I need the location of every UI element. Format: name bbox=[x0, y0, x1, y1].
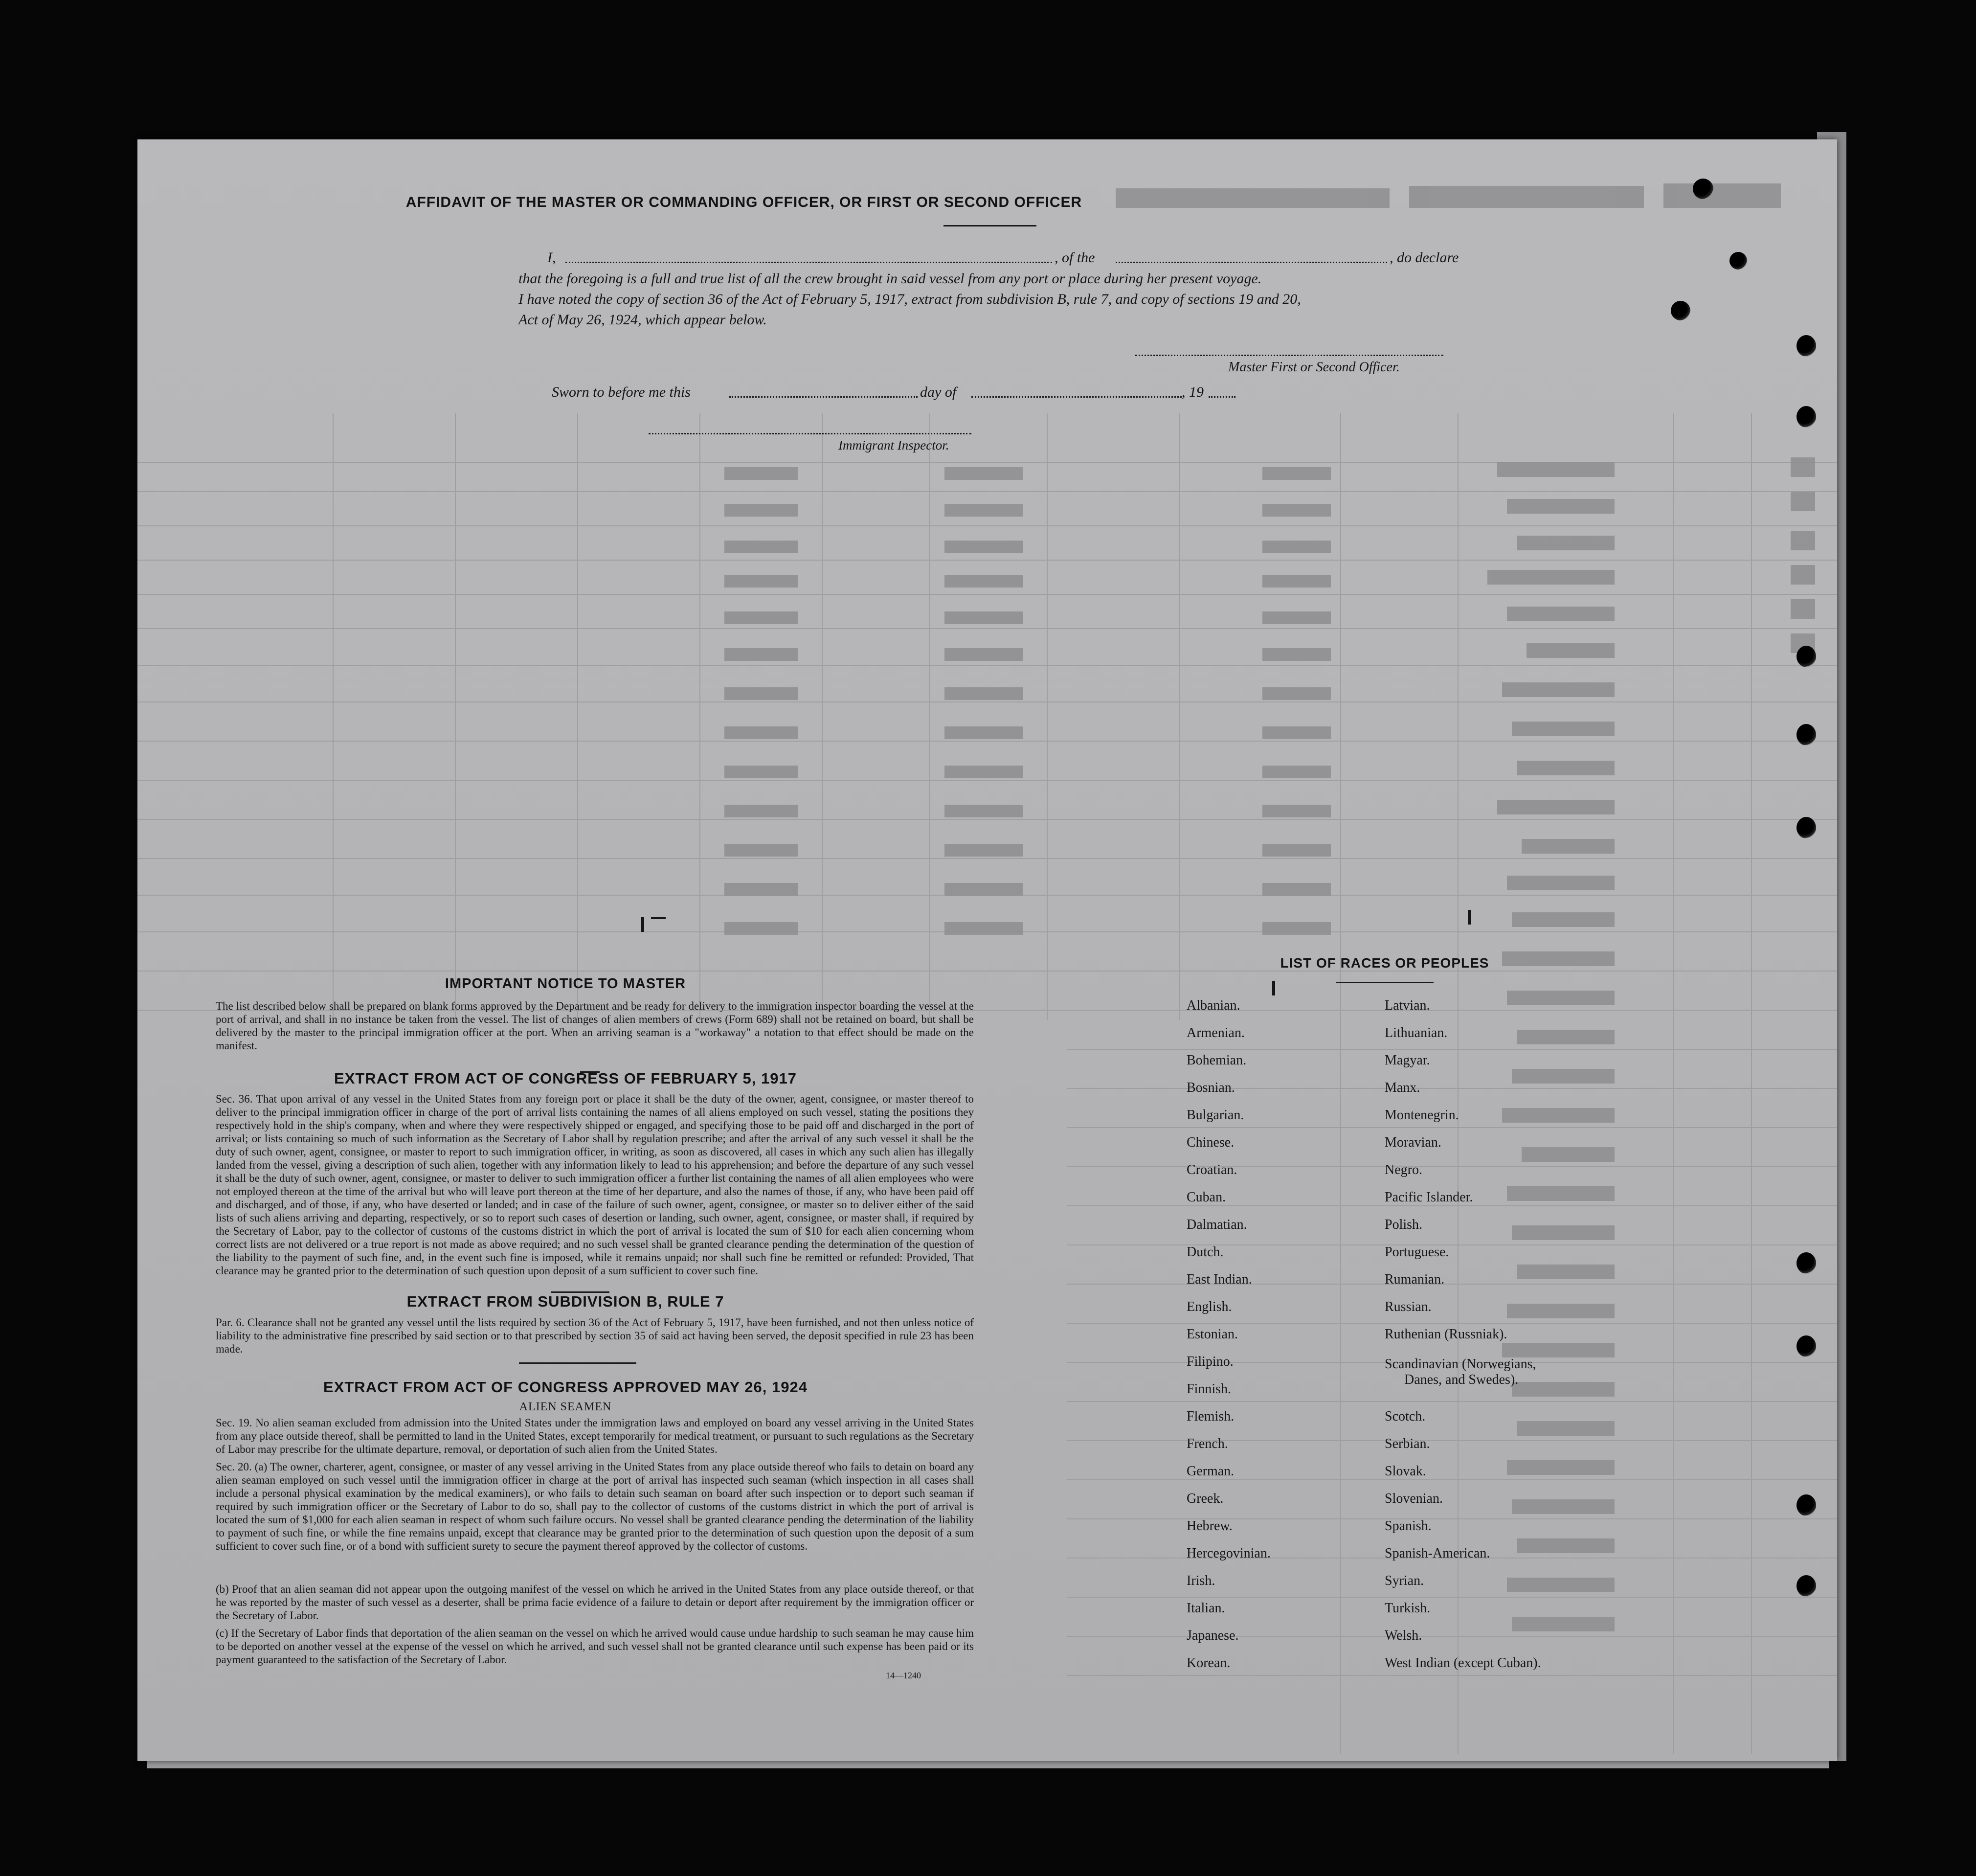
race-item: Montenegrin. bbox=[1385, 1108, 1459, 1123]
sworn-label: Sworn to before me this bbox=[552, 384, 691, 400]
race-item: Ruthenian (Russniak). bbox=[1385, 1327, 1507, 1342]
punch-hole bbox=[1796, 1575, 1816, 1597]
race-item: Slovenian. bbox=[1385, 1491, 1443, 1506]
punch-hole bbox=[1796, 1335, 1816, 1357]
punch-hole bbox=[1796, 724, 1816, 746]
day-of-label: day of bbox=[920, 384, 957, 400]
inspector-label: Immigrant Inspector. bbox=[838, 438, 949, 452]
race-item: German. bbox=[1187, 1464, 1235, 1479]
name-blank[interactable] bbox=[565, 262, 1052, 263]
affidavit-line3: I have noted the copy of section 36 of the Act of February 5, 1917, extract from subdivision B, rule 7, and copy of sections 19 and 20, bbox=[518, 291, 1301, 307]
rule7-text: Par. 6. Clearance shall not be granted any vessel until the lists required by section 36 of the Act of February 5, 1917, have been furnished, and not then unless notice of liability to the administrative fine prescribed by said section or to that prescribed by section 35 of said act having been served, the deposit specified in rule 23 has been made. bbox=[216, 1316, 974, 1355]
punch-hole bbox=[1796, 1252, 1816, 1274]
affidavit-line4: Act of May 26, 1924, which appear below. bbox=[518, 312, 767, 328]
race-item: Lithuanian. bbox=[1385, 1025, 1448, 1040]
race-item: Russian. bbox=[1385, 1299, 1432, 1314]
extract-1924-title: EXTRACT FROM ACT OF CONGRESS APPROVED MAY 26, 1924 bbox=[323, 1379, 808, 1396]
race-item: Polish. bbox=[1385, 1217, 1423, 1232]
race-item: Moravian. bbox=[1385, 1135, 1441, 1150]
punch-hole bbox=[1796, 406, 1816, 428]
race-item: Spanish-American. bbox=[1385, 1546, 1490, 1561]
races-title: LIST OF RACES OR PEOPLES bbox=[1280, 955, 1489, 971]
race-item: Japanese. bbox=[1187, 1628, 1239, 1643]
race-item: Italian. bbox=[1187, 1601, 1225, 1616]
race-item: Slovak. bbox=[1385, 1464, 1426, 1479]
inspector-signature-blank[interactable] bbox=[649, 433, 971, 434]
master-signature-blank[interactable] bbox=[1135, 355, 1443, 356]
races-rule bbox=[1336, 982, 1434, 983]
race-item: Serbian. bbox=[1385, 1436, 1430, 1451]
punch-hole bbox=[1729, 252, 1747, 270]
race-item: Bosnian. bbox=[1187, 1080, 1235, 1095]
race-item: Flemish. bbox=[1187, 1409, 1235, 1424]
affidavit-i: I, bbox=[547, 249, 556, 266]
race-item: French. bbox=[1187, 1436, 1228, 1451]
punch-hole bbox=[1796, 1494, 1816, 1516]
race-item: Portuguese. bbox=[1385, 1244, 1449, 1260]
sec19-text: Sec. 19. No alien seaman excluded from admission into the United States under the immigration laws and employed on board any vessel arriving in the United States from any place outside thereof, shall be permitted to land in the United States, except temporarily for medical treatment, or pursuant to such regulations as the Secretary of Labor may prescribe for the ultimate departure, removal, or deportation of such alien from the United States. bbox=[216, 1417, 974, 1455]
affidavit-title: AFFIDAVIT OF THE MASTER OR COMMANDING OFFICER, OR FIRST OR SECOND OFFICER bbox=[405, 194, 1082, 210]
race-item: Albanian. bbox=[1187, 998, 1240, 1013]
race-item: Hebrew. bbox=[1187, 1518, 1233, 1534]
race-item: Pacific Islander. bbox=[1385, 1190, 1473, 1205]
race-item: Manx. bbox=[1385, 1080, 1420, 1095]
race-item: Magyar. bbox=[1385, 1053, 1430, 1068]
divider bbox=[519, 1362, 636, 1364]
race-item: Armenian. bbox=[1187, 1025, 1245, 1040]
race-item: East Indian. bbox=[1187, 1272, 1252, 1287]
sec20c-text: (c) If the Secretary of Labor finds that deportation of the alien seaman on the vessel on which he arrived would cause undue hardship to such seaman he may cause him to be deported on another vessel at the expense of the vessel on which he arrived, and such vessel shall not be granted clearance until such expense has been paid or its payment guaranteed to the satisfaction of the Secretary of Labor. bbox=[216, 1627, 974, 1666]
race-item: Finnish. bbox=[1187, 1381, 1232, 1397]
race-item: Spanish. bbox=[1385, 1518, 1432, 1534]
race-item: English. bbox=[1187, 1299, 1232, 1314]
race-item: Bulgarian. bbox=[1187, 1108, 1244, 1123]
race-item: Korean. bbox=[1187, 1655, 1231, 1671]
race-item: Chinese. bbox=[1187, 1135, 1235, 1150]
race-item: Welsh. bbox=[1385, 1628, 1422, 1643]
race-item: Croatian. bbox=[1187, 1162, 1237, 1177]
alien-seamen-subtitle: ALIEN SEAMEN bbox=[519, 1401, 612, 1413]
punch-hole bbox=[1796, 817, 1816, 838]
race-item: Negro. bbox=[1385, 1162, 1422, 1177]
punch-hole bbox=[1796, 646, 1816, 667]
punch-hole bbox=[1671, 301, 1690, 320]
race-item: Syrian. bbox=[1385, 1573, 1424, 1588]
race-item-continuation: Danes, and Swedes). bbox=[1404, 1372, 1519, 1387]
vessel-blank[interactable] bbox=[1116, 262, 1387, 263]
extract-1917-text: Sec. 36. That upon arrival of any vessel in the United States from any foreign port or place it shall be the duty of the owner, agent, consignee, or master thereof to deliver to the principal immigration officer in charge of the port of arrival lists containing the names of all aliens employed on such vessel, stating the positions they respectively hold in the ship's company, when and where they were respectively shipped or engaged, and specifying those to be paid off and discharged in the port of arrival; or lists containing so much of such information as the Secretary of Labor shall by regulation prescribe; and after the arrival of any such vessel it shall be the duty of such owner, agent, consignee, or master to report to such immigration officer, in writing, as soon as discovered, all cases in which any such alien has illegally landed from the vessel, giving a description of such alien, together with any information likely to lead to his apprehension; and before the departure of any such vessel it shall be the duty of such owner, agent, consignee, or master to deliver to such immigration officer a further list containing the names of all alien employees who were not employed thereon at the time of the arrival but who will leave port thereon at the time of her departure, and also the names of those, if any, who have been paid off and discharged, and of those, if any, who have deserted or landed; and in case of the failure of such owner, agent, consignee, or master so to deliver either of the said lists of such aliens arriving and departing, respectively, or so to report such cases of desertion or landing, such owner, agent, consignee, or master shall, if required by the Secretary of Labor, pay to the collector of customs of the customs district in which the port of arrival is located the sum of $10 for each alien concerning whom correct lists are not delivered or a true report is not made as above required; and no such vessel shall be granted clearance pending the determination of the question of the liability to the payment of such fine, and, in the event such fine is imposed, while it remains unpaid; nor shall such fine be remitted or refunded: Provided, That clearance may be granted prior to the determination of such question upon deposit of a sum sufficient to cover such fine. bbox=[216, 1093, 974, 1277]
sec20b-text: (b) Proof that an alien seaman did not appear upon the outgoing manifest of the vessel on which he arrived in the United States from any place outside thereof, or that he was reported by the master of such vessel as a deserter, shall be prima facie evidence of a failure to detain or deport after requirement by the immigration officer or the Secretary of Labor. bbox=[216, 1583, 974, 1622]
race-item: Estonian. bbox=[1187, 1327, 1238, 1342]
race-item: Filipino. bbox=[1187, 1354, 1234, 1369]
affidavit-of-the: , of the bbox=[1055, 249, 1095, 266]
sworn-day-blank[interactable] bbox=[729, 396, 918, 398]
race-item: Dalmatian. bbox=[1187, 1217, 1247, 1232]
race-item: Hercegovinian. bbox=[1187, 1546, 1271, 1561]
race-item: Rumanian. bbox=[1385, 1272, 1445, 1287]
extract-1917-title: EXTRACT FROM ACT OF CONGRESS OF FEBRUARY 5, 1917 bbox=[334, 1070, 797, 1087]
punch-hole bbox=[1796, 335, 1816, 357]
race-item: Scotch. bbox=[1385, 1409, 1426, 1424]
sec20a-text: Sec. 20. (a) The owner, charterer, agent, consignee, or master of any vessel arriving in the United States from any place outside thereof who fails to detain on board any alien seaman employed on such vessel until the immigration officer in charge at the port of arrival has inspected such seaman (which inspection in all cases shall include a personal physical examination by the medical examiners), or who fails to detain such seaman on board after such inspection or to deport such seaman if required by such immigration officer or the Secretary of Labor to do so, shall pay to the collector of customs of the customs district in which the port of arrival is located the sum of $1,000 for each alien seaman in respect of whom such failure occurs. No vessel shall be granted clearance pending the determination of the liability to payment of such fine, or while the fine remains unpaid, except that clearance may be granted prior to the determination of such question upon the deposit of a sum sufficient to cover such fine, or of a bond with sufficient surety to secure the payment thereof approved by the collector of customs. bbox=[216, 1461, 974, 1552]
document-page bbox=[137, 139, 1837, 1761]
notice-text: The list described below shall be prepared on blank forms approved by the Department and be ready for delivery to the immigration inspector boarding the vessel at the port of arrival, and shall in no instance be taken from the vessel. The list of changes of alien members of crews (Form 689) shall not be retained on board, but shall be delivered by the master to the principal immigration officer at the port. When an arriving seaman is a "workaway" a notation to that effect should be made on the manifest. bbox=[216, 1000, 974, 1052]
master-signature-label: Master First or Second Officer. bbox=[1228, 360, 1400, 375]
rule7-title: EXTRACT FROM SUBDIVISION B, RULE 7 bbox=[406, 1293, 724, 1310]
race-item: Greek. bbox=[1187, 1491, 1224, 1506]
race-item: Scandinavian (Norwegians, bbox=[1385, 1356, 1536, 1372]
race-item: Dutch. bbox=[1187, 1244, 1224, 1260]
affidavit-line2: that the foregoing is a full and true list of all the crew brought in said vessel from any port or place during her present voyage. bbox=[518, 271, 1262, 287]
affidavit-declare: , do declare bbox=[1390, 249, 1459, 266]
race-item: Latvian. bbox=[1385, 998, 1430, 1013]
year-label: , 19 bbox=[1182, 384, 1204, 400]
title-rule bbox=[943, 225, 1036, 226]
race-item: Bohemian. bbox=[1187, 1053, 1247, 1068]
notice-title: IMPORTANT NOTICE TO MASTER bbox=[445, 976, 686, 992]
punch-hole bbox=[1693, 179, 1713, 199]
race-item: Cuban. bbox=[1187, 1190, 1226, 1205]
race-item: West Indian (except Cuban). bbox=[1385, 1655, 1541, 1671]
form-number: 14—1240 bbox=[886, 1671, 921, 1680]
sworn-month-blank[interactable] bbox=[971, 396, 1182, 398]
sworn-year-blank[interactable] bbox=[1209, 396, 1235, 398]
race-item: Irish. bbox=[1187, 1573, 1215, 1588]
race-item: Turkish. bbox=[1385, 1601, 1431, 1616]
